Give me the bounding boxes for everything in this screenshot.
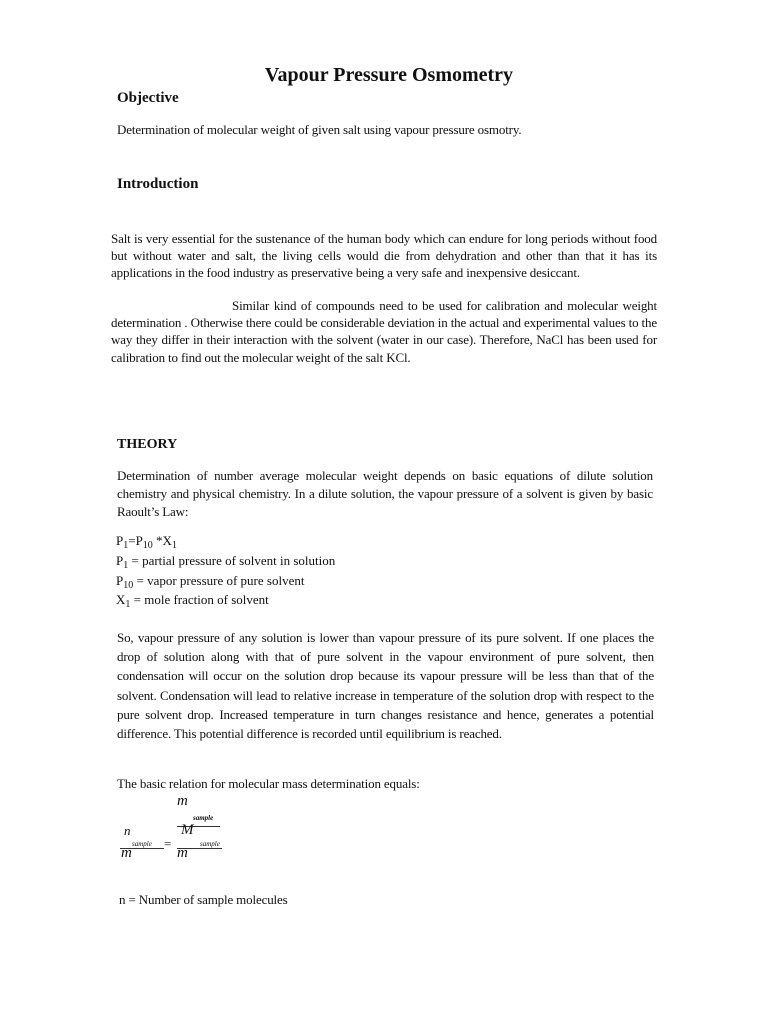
introduction-paragraph-2: Similar kind of compounds need to be used for calibration and molecular weight determination . Otherwise there could be considerable deviation in the actual and experimental values to the way they differ in their interaction with the solvent (water in our case). Therefore, NaCl has been used for calibration to find out the molecular weight of the salt KCl. [111,298,657,365]
objective-heading: Objective [117,90,179,106]
molecular-mass-formula: m sample M n sample = sample m m [0,0,768,1024]
definition-p10: $P_{10}$ = vapor pressure of pure solvent [116,573,305,591]
definition-n: n = Number of sample molecules [119,892,288,907]
page-title: Vapour Pressure Osmometry [264,64,514,86]
definition-p1: $P_1$ = partial pressure of solvent in solution [116,553,336,571]
theory-paragraph-2: So, vapour pressure of any solution is lower than vapour pressure of its pure solvent. If one places the drop of solution along with that of pure solvent in the vapour environment of pure solvent, then condensation will occur on the solution drop because its vapour pressure will be less than that of the solvent. Condensation will lead to relative increase in temperature of the solution drop with respect to the pure solvent drop. Increased temperature in turn changes resistance and hence, generates a potential difference. This potential difference is recorded until equilibrium is reached. [117,630,654,742]
theory-paragraph-1: Determination of number average molecular weight depends on basic equations of dilute solution chemistry and physical chemistry. In a dilute solution, the vapour pressure of a solvent is given by basic Raoult’s Law: [117,468,653,519]
introduction-heading: Introduction [117,176,199,192]
introduction-paragraph-1: Salt is very essential for the sustenance of the human body which can endure for long periods without food but without water and salt, the living cells would die from dehydration and other than that it has its applications in the food industry as preservative being a very safe and inexpensive desiccant. [111,231,657,281]
objective-text: Determination of molecular weight of given salt using vapour pressure osmotry. [117,122,522,137]
raoult-law-equation: $P_1=P_{10}$ $*X_1$ [116,533,177,551]
theory-heading: THEORY [117,437,178,452]
theory-paragraph-3: The basic relation for molecular mass determination equals: [117,776,420,791]
definition-x1: $X_1$ = mole fraction of solvent [116,592,269,610]
